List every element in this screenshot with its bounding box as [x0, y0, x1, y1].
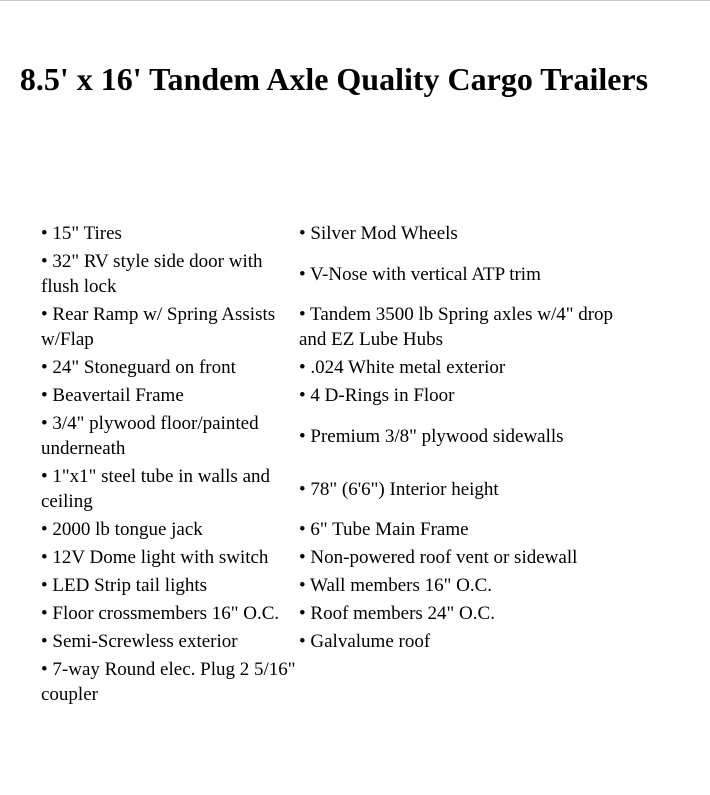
- page-title: 8.5' x 16' Tandem Axle Quality Cargo Trailers: [19, 61, 649, 97]
- feature-item: • 32" RV style side door with flush lock: [41, 251, 263, 297]
- feature-row: [41, 571, 629, 599]
- top-divider: [0, 0, 710, 1]
- feature-item: • Wall members 16" O.C.: [299, 575, 493, 596]
- feature-row: [41, 219, 629, 247]
- feature-item: • 78" (6'6") Interior height: [299, 478, 499, 500]
- feature-row: [41, 409, 629, 462]
- feature-item: [299, 655, 629, 708]
- feature-item: • Rear Ramp w/ Spring Assists w/Flap: [41, 304, 276, 350]
- feature-row: [41, 353, 629, 381]
- feature-item: • Galvalume roof: [299, 631, 431, 652]
- feature-row: [41, 462, 629, 515]
- feature-item: • Silver Mod Wheels: [299, 223, 458, 244]
- feature-item: • 24" Stoneguard on front: [41, 357, 236, 378]
- feature-item: • 7-way Round elec. Plug 2 5/16" coupler: [41, 659, 296, 705]
- feature-item: • 1"x1" steel tube in walls and ceiling: [41, 466, 271, 512]
- feature-item: • 15" Tires: [41, 223, 122, 244]
- feature-row: [41, 247, 629, 300]
- feature-row: [41, 599, 629, 627]
- feature-item: • 3/4" plywood floor/painted underneath: [41, 413, 259, 459]
- features-table: [41, 219, 629, 708]
- feature-row: [41, 627, 629, 655]
- feature-item: • Non-powered roof vent or sidewall: [299, 547, 578, 568]
- feature-item: • LED Strip tail lights: [41, 575, 208, 596]
- feature-item: • 2000 lb tongue jack: [41, 519, 203, 540]
- feature-row: [41, 655, 629, 708]
- feature-item: • 4 D-Rings in Floor: [299, 385, 455, 406]
- feature-item: • Floor crossmembers 16" O.C.: [41, 603, 280, 624]
- feature-item: • Tandem 3500 lb Spring axles w/4" drop and EZ Lube Hubs: [299, 304, 614, 350]
- feature-item: • .024 White metal exterior: [299, 357, 506, 378]
- feature-row: [41, 515, 629, 543]
- feature-item: • V-Nose with vertical ATP trim: [299, 263, 541, 285]
- feature-row: [41, 300, 629, 353]
- feature-item: • 6" Tube Main Frame: [299, 519, 469, 540]
- feature-item: • Beavertail Frame: [41, 385, 184, 406]
- feature-item: • Roof members 24" O.C.: [299, 603, 495, 624]
- feature-row: [41, 543, 629, 571]
- feature-item: • Semi-Screwless exterior: [41, 631, 238, 652]
- feature-row: [41, 381, 629, 409]
- feature-item: • Premium 3/8" plywood sidewalls: [299, 425, 564, 447]
- feature-item: • 12V Dome light with switch: [41, 547, 269, 568]
